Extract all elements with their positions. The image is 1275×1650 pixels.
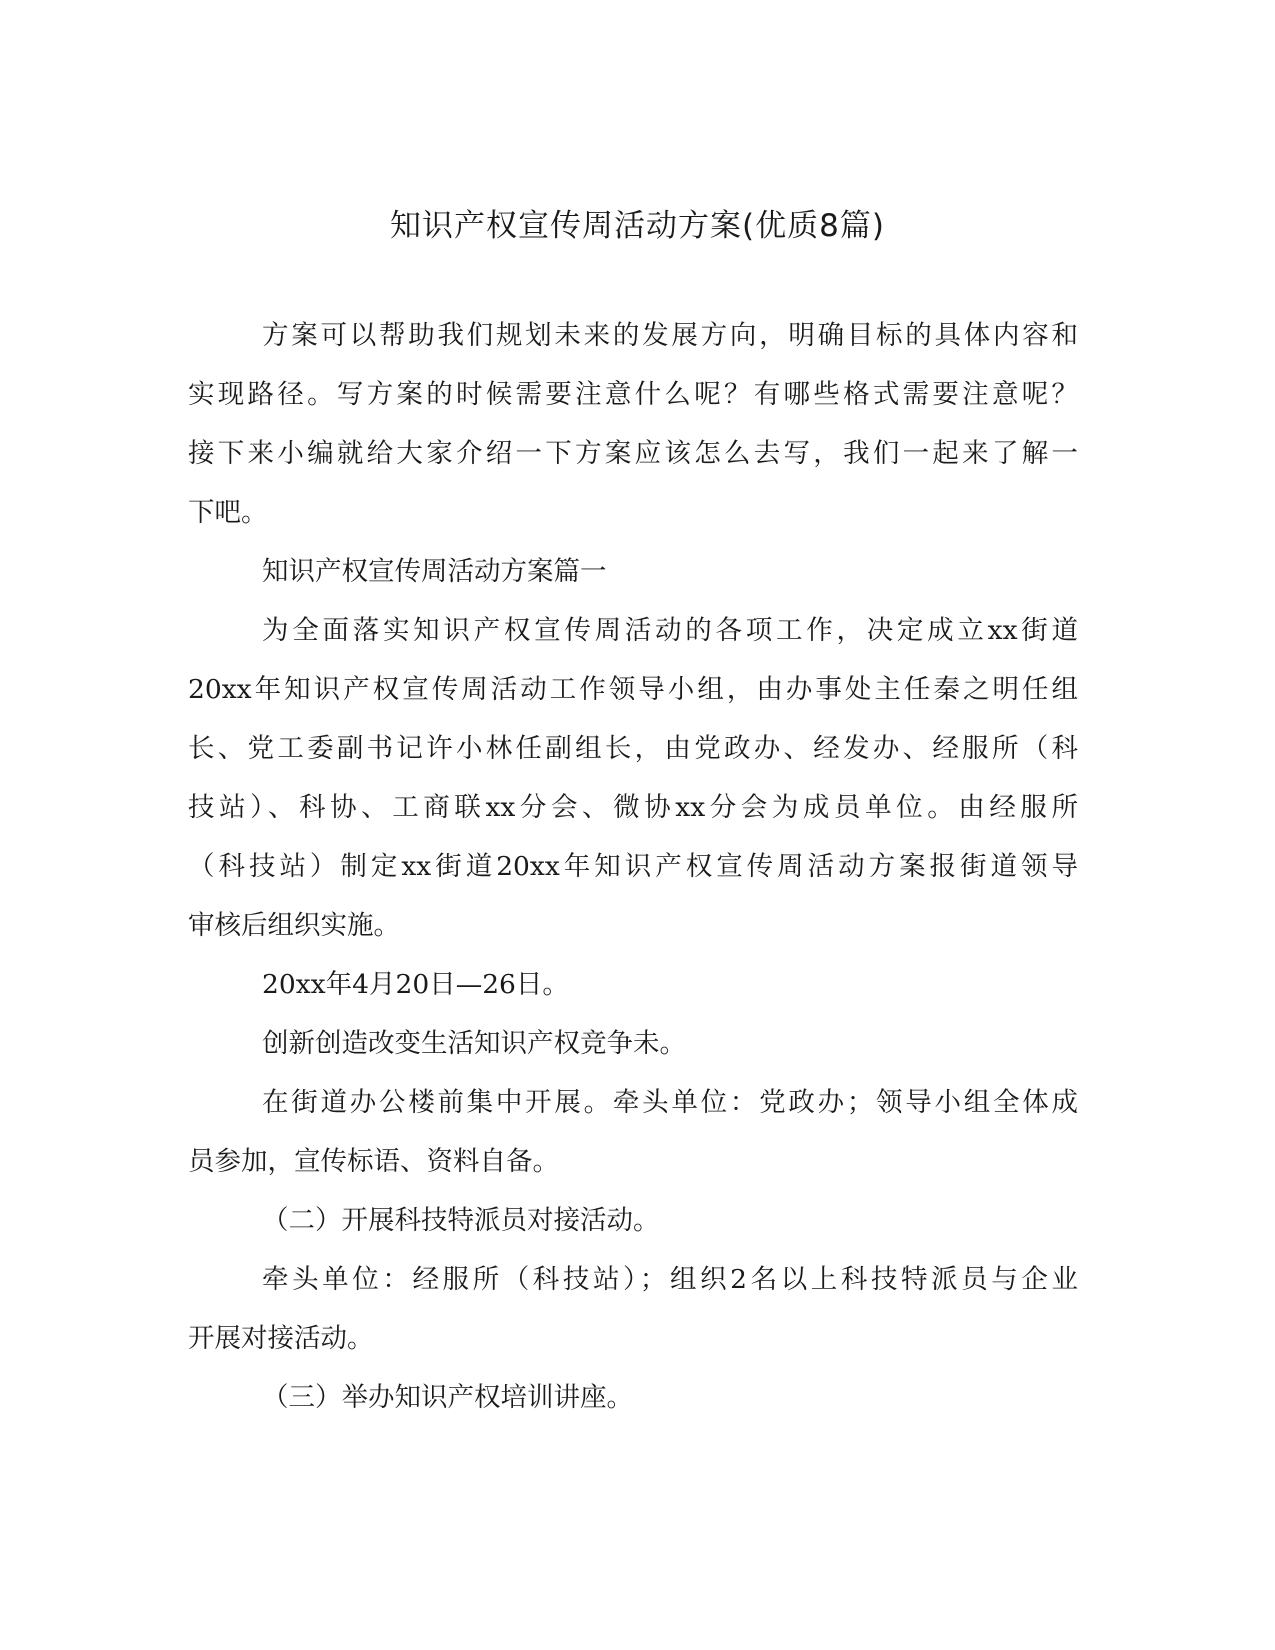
paragraph-line: 为全面落实知识产权宣传周活动的各项工作，决定成立xx街道: [262, 615, 1078, 646]
paragraph-line: 接下来小编就给大家介绍一下方案应该怎么去写，我们一起来了解一: [188, 438, 1078, 469]
paragraph-line: 下吧。: [188, 497, 268, 528]
paragraph-line: 20xx年知识产权宣传周活动工作领导小组，由办事处主任秦之明任组: [188, 674, 1078, 705]
paragraph-line: 长、党工委副书记许小林任副组长，由党政办、经发办、经服所（科: [188, 733, 1078, 764]
paragraph-line: （科技站）制定xx街道20xx年知识产权宣传周活动方案报街道领导: [188, 851, 1078, 882]
paragraph-line: 实现路径。写方案的时候需要注意什么呢？有哪些格式需要注意呢？: [188, 379, 1078, 410]
subsection-heading: （三）举办知识产权培训讲座。: [262, 1382, 633, 1413]
paragraph-line: 技站）、科协、工商联xx分会、微协xx分会为成员单位。由经服所: [188, 792, 1078, 823]
paragraph-line: 开展对接活动。: [188, 1323, 374, 1354]
subsection-heading: （二）开展科技特派员对接活动。: [262, 1205, 660, 1236]
paragraph-line: 在街道办公楼前集中开展。牵头单位：党政办；领导小组全体成: [262, 1087, 1078, 1118]
date-line: 20xx年4月20日—26日。: [262, 969, 569, 1000]
paragraph-line: 牵头单位：经服所（科技站）；组织2名以上科技特派员与企业: [262, 1264, 1078, 1295]
paragraph-line: 审核后组织实施。: [188, 910, 400, 941]
theme-line: 创新创造改变生活知识产权竞争未。: [262, 1028, 686, 1059]
paragraph-line: 方案可以帮助我们规划未来的发展方向，明确目标的具体内容和: [262, 320, 1078, 351]
document-title: 知识产权宣传周活动方案(优质8篇): [390, 208, 885, 244]
paragraph-line: 员参加，宣传标语、资料自备。: [188, 1146, 559, 1177]
section-heading: 知识产权宣传周活动方案篇一: [262, 556, 607, 587]
